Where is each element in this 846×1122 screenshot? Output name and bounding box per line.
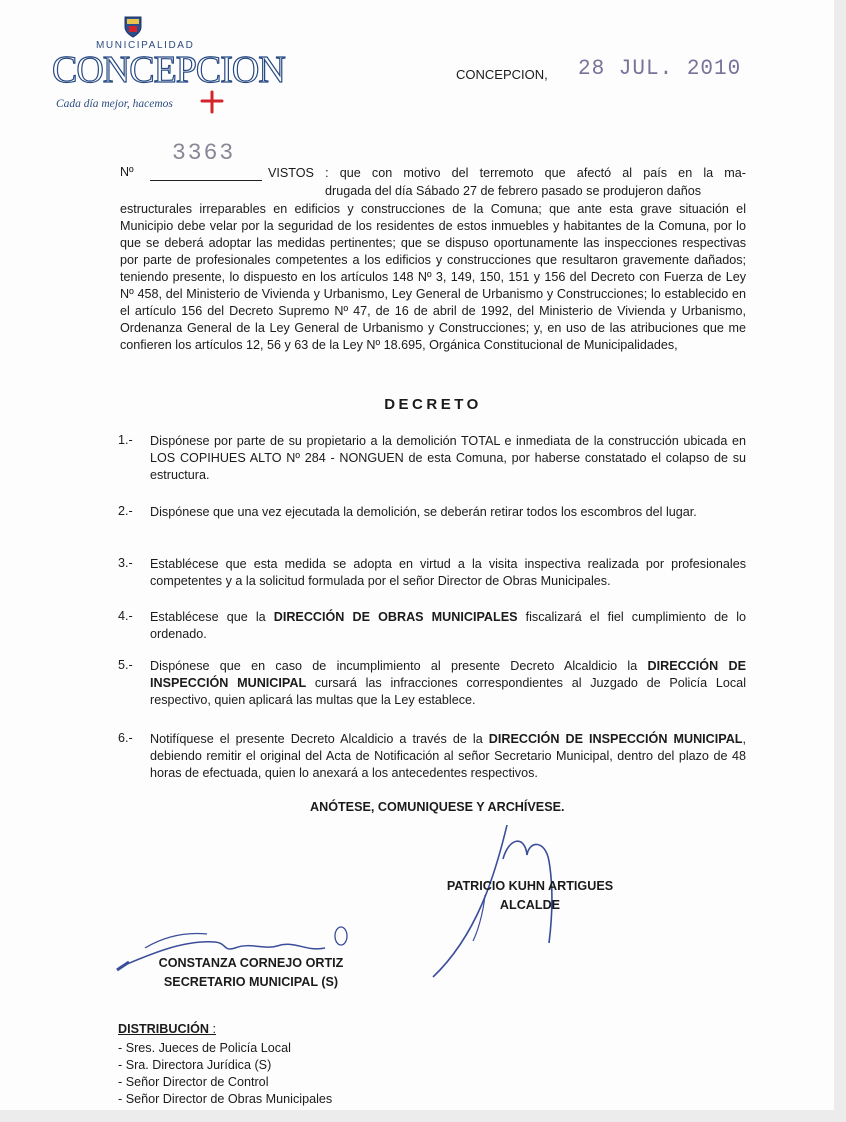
item-number: 2.- xyxy=(118,504,133,518)
secretario-title: SECRETARIO MUNICIPAL (S) xyxy=(163,975,339,989)
decree-item-3: Establécese que esta medida se adopta en virtud a la visita inspectiva realizada por profesionales competentes y a la solicitud formulada por el señor Director de Obras Municipales. xyxy=(150,557,746,588)
item-number: 1.- xyxy=(118,433,133,447)
city-label: CONCEPCION, xyxy=(456,67,548,82)
number-label: Nº xyxy=(120,165,134,179)
logo-municipalidad-text: MUNICIPALIDAD xyxy=(96,40,195,51)
decree-item-5: Dispónese que en caso de incumplimiento al presente Decreto Alcaldicio la DIRECCIÓN DE INSPECCIÓN MUNICIPAL cursará las infracciones correspondientes al Juzgado de Policía Local respectivo, quien aplicará las multas que la Ley establece. xyxy=(150,659,746,707)
logo-tagline: Cada día mejor, hacemos xyxy=(56,98,173,110)
alcalde-name: PATRICIO KUHN ARTIGUES xyxy=(446,879,614,893)
decree-item-4: Establécese que la DIRECCIÓN DE OBRAS MUNICIPALES fiscalizará el fiel cumplimiento de lo ordenado. xyxy=(150,610,747,641)
item-5-bold: DIRECCIÓN DE INSPECCIÓN MUNICIPAL xyxy=(150,659,746,690)
logo-name-text: CONCEPCION xyxy=(52,49,285,91)
municipality-logo xyxy=(48,16,285,126)
decree-item-2: Dispónese que una vez ejecutada la demolición, se deberán retirar todos los escombros del lugar. xyxy=(150,505,697,519)
item-number: 6.- xyxy=(118,731,133,745)
decree-item-6: Notifíquese el presente Decreto Alcaldicio a través de la DIRECCIÓN DE INSPECCIÓN MUNICIPAL, debiendo remitir el original del Acta de Notificación al señor Secretario Municipal, dentro del plazo de 48 horas de efectuada, quien lo anexará a los antecedentes respectivos. xyxy=(150,732,747,780)
vistos-body: estructurales irreparables en edificios y construcciones de la Comuna; que ante esta grave situación el Municipio debe velar por la seguridad de los residentes de estos inmuebles y habitantes de la Comuna, por lo que se deberá adoptar las medidas pertinentes; que se dispuso oportunamente las inspecciones respectivas por parte de profesionales competentes a los edificios y construcciones que resultaron gravemente dañados; teniendo presente, lo dispuesto en los artículos 148 Nº 3, 149, 150, 151 y 156 del Decreto con Fuerza de Ley Nº 458, del Ministerio de Vivienda y Urbanismo, Ley General de Urbanismo y Construcciones; lo establecido en el artículo 156 del Decreto Supremo Nº 47, de 16 de abril de 1992, del Ministerio de Vivienda y Urbanismo, Ordenanza General de la Ley General de Urbanismo y Construcciones; y, en uso de las atribuciones que me confieren los artículos 12, 56 y 63 de la Ley Nº 18.695, Orgánica Constitucional de Municipalidades, xyxy=(120,202,746,352)
alcalde-title: ALCALDE xyxy=(499,898,561,912)
item-6-bold: DIRECCIÓN DE INSPECCIÓN MUNICIPAL xyxy=(488,732,743,746)
decree-number-stamp: 3363 xyxy=(172,140,236,166)
scan-edge-bottom xyxy=(0,1110,846,1122)
date-stamp: 28 JUL. 2010 xyxy=(578,57,742,82)
decreto-heading: DECRETO xyxy=(384,396,482,413)
decree-item-1: Dispónese por parte de su propietario a la demolición TOTAL e inmediata de la construcción ubicada en LOS COPIHUES ALTO Nº 284 - NONGUEN de esta Comuna, por haberse constatado el colapso de su estructura. xyxy=(150,434,746,482)
secretario-block xyxy=(118,954,384,992)
scan-edge-right xyxy=(834,0,846,1122)
closing-formula: ANÓTESE, COMUNIQUESE Y ARCHÍVESE. xyxy=(310,800,565,814)
vistos-first-line: VISTOS : que con motivo del terremoto que afectó al país en la ma- xyxy=(268,166,746,180)
distribution-heading: DISTRIBUCIÓN : xyxy=(118,1022,216,1036)
secretario-name: CONSTANZA CORNEJO ORTIZ xyxy=(158,956,344,970)
item-number: 4.- xyxy=(118,609,133,623)
alcalde-block xyxy=(400,877,660,915)
distribution-item: - Señor Director de Control xyxy=(118,1075,269,1089)
item-4-bold: DIRECCIÓN DE OBRAS MUNICIPALES xyxy=(273,610,518,624)
distribution-item: - Señor Director de Obras Municipales xyxy=(118,1092,333,1106)
item-number: 3.- xyxy=(118,556,133,570)
number-underline xyxy=(150,180,262,181)
plus-icon xyxy=(200,90,224,114)
distribution-item: - Sra. Directora Jurídica (S) xyxy=(118,1058,272,1072)
vistos-second-line: drugada del día Sábado 27 de febrero pasado se produjeron daños xyxy=(325,184,702,198)
item-number: 5.- xyxy=(118,658,133,672)
distribution-item: - Sres. Jueces de Policía Local xyxy=(118,1041,291,1055)
coat-of-arms-icon xyxy=(124,16,142,38)
